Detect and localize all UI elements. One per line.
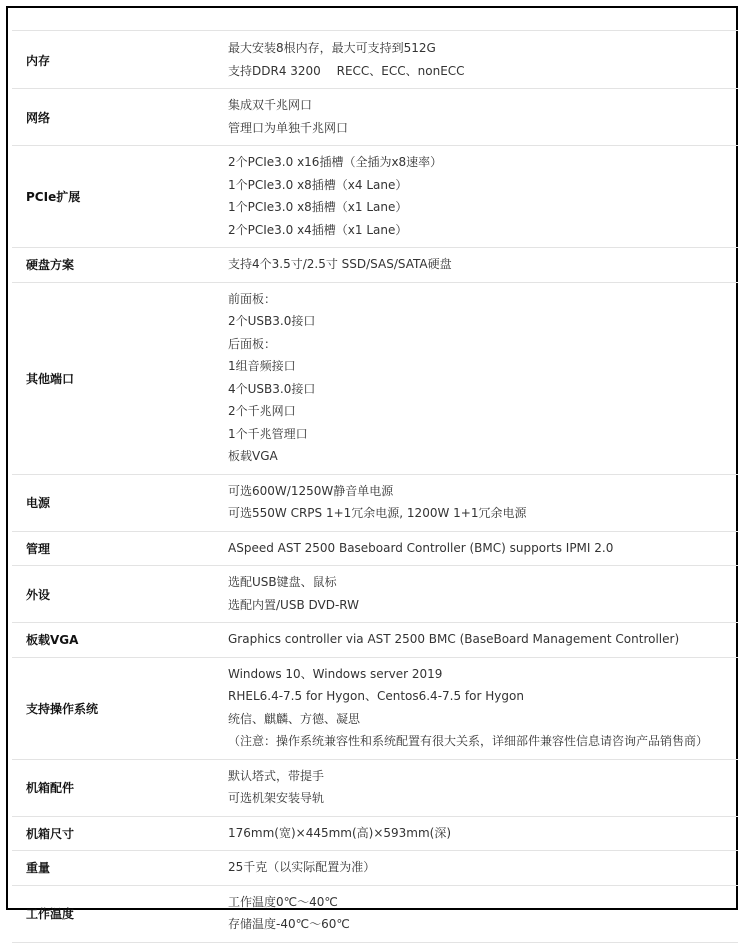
spec-row (12, 89, 738, 146)
spec-value-line: 2个PCIe3.0 x4插槽（x1 Lane） (228, 222, 408, 237)
spec-value-lines (228, 623, 738, 657)
spec-row (12, 474, 738, 531)
spec-value-line: 1组音频接口 (228, 359, 296, 373)
spec-value-line: 支持4个3.5寸/2.5寸 SSD/SAS/SATA硬盘 (228, 257, 452, 271)
spec-value-lines (228, 283, 738, 474)
spec-row (12, 623, 738, 658)
table-top-border (12, 30, 738, 31)
spec-key: 其他端口 (12, 282, 220, 474)
spec-key: 外设 (12, 566, 220, 623)
spec-key: 电源 (12, 474, 220, 531)
spec-value-cell (220, 623, 738, 658)
spec-value-lines (228, 566, 738, 622)
spec-value-line: 前面板： (228, 291, 277, 306)
spec-value-lines (228, 658, 738, 759)
spec-value-lines (228, 760, 738, 816)
spec-value-lines (228, 817, 738, 851)
spec-row (12, 531, 738, 566)
spec-row (12, 657, 738, 759)
spec-value-lines (228, 532, 738, 566)
spec-value-cell (220, 759, 738, 816)
spec-value-line: 存储温度-40℃～60℃ (228, 917, 350, 931)
spec-value-line: 支持DDR4 3200 RECC、ECC、nonECC (228, 63, 465, 78)
spec-row (12, 816, 738, 851)
spec-value-line: 集成双千兆网口 (228, 98, 313, 112)
spec-row (12, 885, 738, 942)
spec-value-line: 可选机架安装导轨 (228, 791, 325, 805)
spec-value-line: ASpeed AST 2500 Baseboard Controller (BMC) supports IPMI 2.0 (228, 540, 614, 555)
spec-value-line: RHEL6.4-7.5 for Hygon、Centos6.4-7.5 for Hygon (228, 689, 524, 703)
spec-key: 支持操作系统 (12, 657, 220, 759)
spec-value-cell (220, 474, 738, 531)
spec-key: PCIe扩展 (12, 146, 220, 248)
spec-value-line: 2个PCIe3.0 x16插槽（全插为x8速率） (228, 155, 443, 169)
spec-value-cell (220, 657, 738, 759)
spec-value-line: 选配内置/USB DVD-RW (228, 597, 360, 612)
spec-row (12, 759, 738, 816)
spec-value-line: 统信、麒麟、方德、凝思 (228, 711, 361, 726)
spec-key: 机箱尺寸 (12, 816, 220, 851)
spec-value-line: 默认塔式，带提手 (228, 768, 325, 783)
spec-value-line: 4个USB3.0接口 (228, 381, 316, 396)
spec-value-lines (228, 475, 738, 531)
spec-row (12, 248, 738, 283)
spec-key: 板载VGA (12, 623, 220, 658)
spec-value-line: （注意：操作系统兼容性和系统配置有很大关系，详细部件兼容性信息请咨询产品销售商） (228, 734, 709, 748)
spec-value-line: 1个PCIe3.0 x8插槽（x4 Lane） (228, 177, 408, 192)
spec-key: 重量 (12, 851, 220, 886)
spec-value-cell (220, 851, 738, 886)
spec-table-body (12, 32, 738, 942)
spec-row (12, 146, 738, 248)
spec-value-line: 2个千兆网口 (228, 404, 296, 418)
spec-value-line: 25千克（以实际配置为准） (228, 860, 376, 874)
spec-value-line: 2个USB3.0接口 (228, 314, 316, 328)
spec-value-lines (228, 886, 738, 942)
spec-value-cell (220, 531, 738, 566)
spec-value-cell (220, 282, 738, 474)
spec-row (12, 566, 738, 623)
spec-value-cell (220, 566, 738, 623)
spec-value-line: 板载VGA (228, 449, 278, 463)
spec-key: 机箱配件 (12, 759, 220, 816)
spec-row (12, 282, 738, 474)
spec-value-line: Graphics controller via AST 2500 BMC (BaseBoard Management Controller) (228, 632, 680, 646)
spec-value-line: 最大安装8根内存，最大可支持到512G (228, 41, 436, 55)
spec-value-cell (220, 885, 738, 942)
spec-value-lines (228, 32, 738, 88)
spec-key: 工作温度 (12, 885, 220, 942)
spec-value-line: 后面板： (228, 336, 277, 351)
spec-value-line: 工作温度0℃～40℃ (228, 894, 338, 909)
spec-value-line: 可选550W CRPS 1+1冗余电源, 1200W 1+1冗余电源 (228, 506, 527, 520)
spec-value-line: 176mm(宽)×445mm(高)×593mm(深) (228, 825, 452, 840)
spec-table (12, 32, 738, 943)
spec-key: 硬盘方案 (12, 248, 220, 283)
spec-row (12, 32, 738, 89)
spec-value-lines (228, 851, 738, 885)
spec-key: 管理 (12, 531, 220, 566)
spec-value-cell (220, 146, 738, 248)
spec-value-cell (220, 816, 738, 851)
spec-table-container (12, 32, 738, 943)
spec-value-cell (220, 248, 738, 283)
spec-value-lines (228, 248, 738, 282)
spec-value-line: 选配USB键盘、鼠标 (228, 575, 337, 589)
spec-value-line: 1个PCIe3.0 x8插槽（x1 Lane） (228, 200, 408, 214)
spec-value-line: 可选600W/1250W静音单电源 (228, 483, 394, 498)
spec-value-line: Windows 10、Windows server 2019 (228, 666, 443, 681)
spec-key: 内存 (12, 32, 220, 89)
spec-row (12, 851, 738, 886)
spec-value-cell (220, 89, 738, 146)
spec-key: 网络 (12, 89, 220, 146)
spec-value-lines (228, 89, 738, 145)
spec-value-lines (228, 146, 738, 247)
spec-value-line: 管理口为单独千兆网口 (228, 120, 349, 135)
spec-value-line: 1个千兆管理口 (228, 426, 308, 441)
spec-value-cell (220, 32, 738, 89)
